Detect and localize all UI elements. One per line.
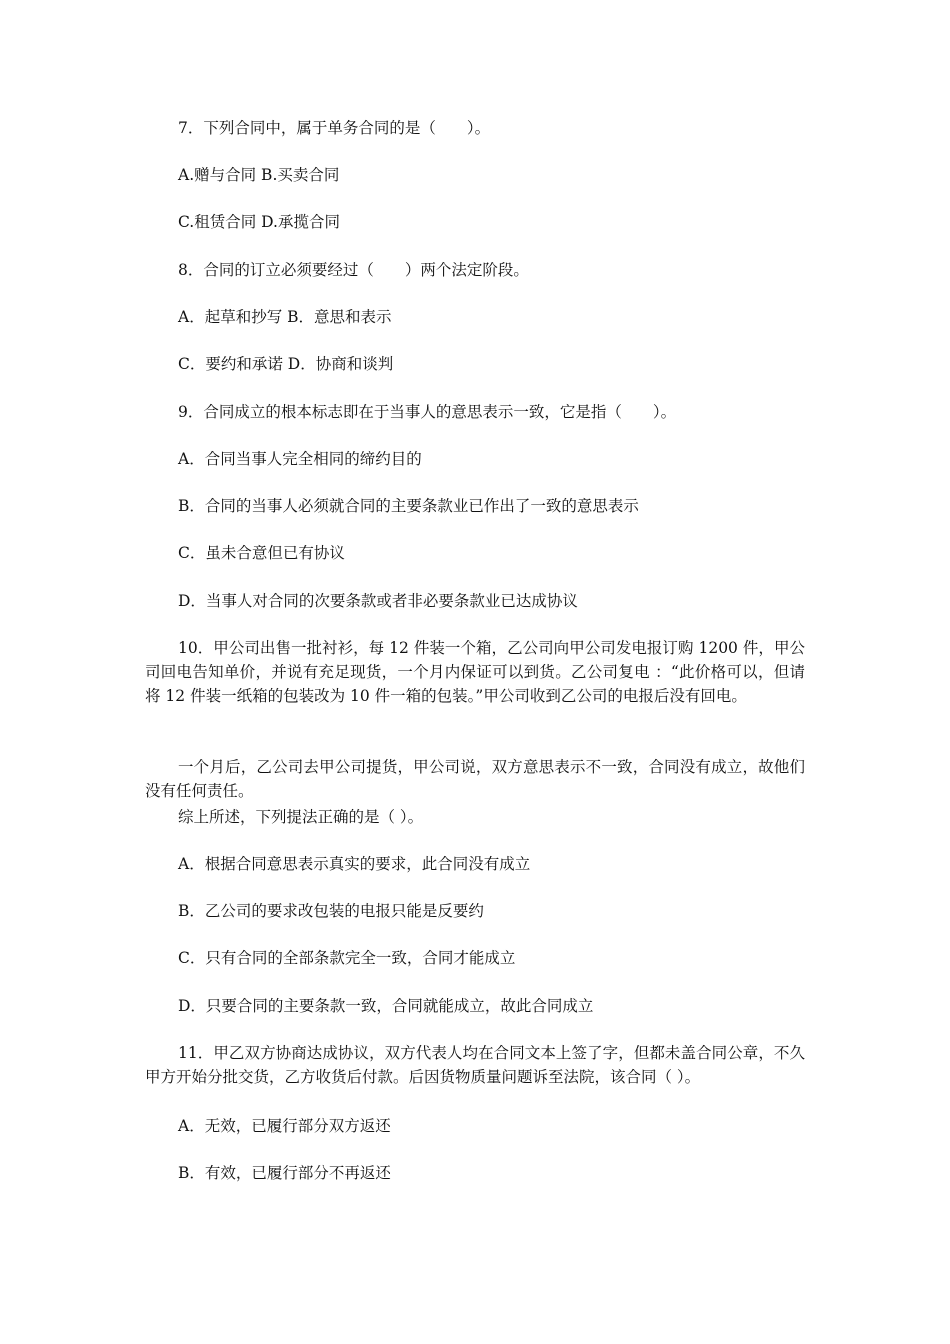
question-8-options-cd: C．要约和承诺 D．协商和谈判 (178, 355, 394, 373)
question-8-options-ab: A．起草和抄写 B．意思和表示 (178, 308, 392, 326)
question-10-stem: 综上所述，下列提法正确的是（ ）。 (178, 808, 424, 826)
question-9-option-b: B．合同的当事人必须就合同的主要条款业已作出了一致的意思表示 (178, 497, 639, 515)
question-9-option-c: C．虽未合意但已有协议 (178, 544, 345, 562)
question-10-option-a: A．根据合同意思表示真实的要求，此合同没有成立 (178, 855, 531, 873)
question-8-stem: 8．合同的订立必须要经过（ ）两个法定阶段。 (178, 261, 529, 279)
question-7-options-ab: A.赠与合同 B.买卖合同 (178, 166, 340, 184)
question-9-stem: 9．合同成立的根本标志即在于当事人的意思表示一致，它是指（ ）。 (178, 403, 677, 421)
question-10-paragraph-1: 10．甲公司出售一批衬衫，每 12 件装一个箱，乙公司向甲公司发电报订购 1200 件，甲公司回电告知单价，并说有充足现货，一个月内保证可以到货。乙公司复电 ：“此价格可以，但请将 12 件装一纸箱的包装改为 10 件一箱的包装。”甲公司收到乙公司的电报后没有回电。 (145, 639, 805, 705)
question-7-stem: 7．下列合同中，属于单务合同的是（ ）。 (178, 119, 491, 137)
question-10-paragraph-2: 一个月后，乙公司去甲公司提货，甲公司说，双方意思表示不一致，合同没有成立，故他们没有任何责任。 (145, 758, 805, 800)
question-7-options-cd: C.租赁合同 D.承揽合同 (178, 213, 340, 231)
question-10-option-b: B．乙公司的要求改包装的电报只能是反要约 (178, 902, 484, 920)
question-9-option-d: D．当事人对合同的次要条款或者非必要条款业已达成协议 (178, 592, 578, 610)
question-11-option-a: A．无效，已履行部分双方返还 (178, 1117, 391, 1135)
question-11-option-b: B．有效，已履行部分不再返还 (178, 1164, 391, 1182)
question-11-paragraph: 11．甲乙双方协商达成协议，双方代表人均在合同文本上签了字，但都未盖合同公章，不久甲方开始分批交货，乙方收货后付款。后因货物质量问题诉至法院，该合同（ ）。 (145, 1044, 805, 1086)
question-10-option-c: C．只有合同的全部条款完全一致，合同才能成立 (178, 949, 516, 967)
question-10-option-d: D．只要合同的主要条款一致，合同就能成立，故此合同成立 (178, 997, 594, 1015)
question-9-option-a: A．合同当事人完全相同的缔约目的 (178, 450, 422, 468)
